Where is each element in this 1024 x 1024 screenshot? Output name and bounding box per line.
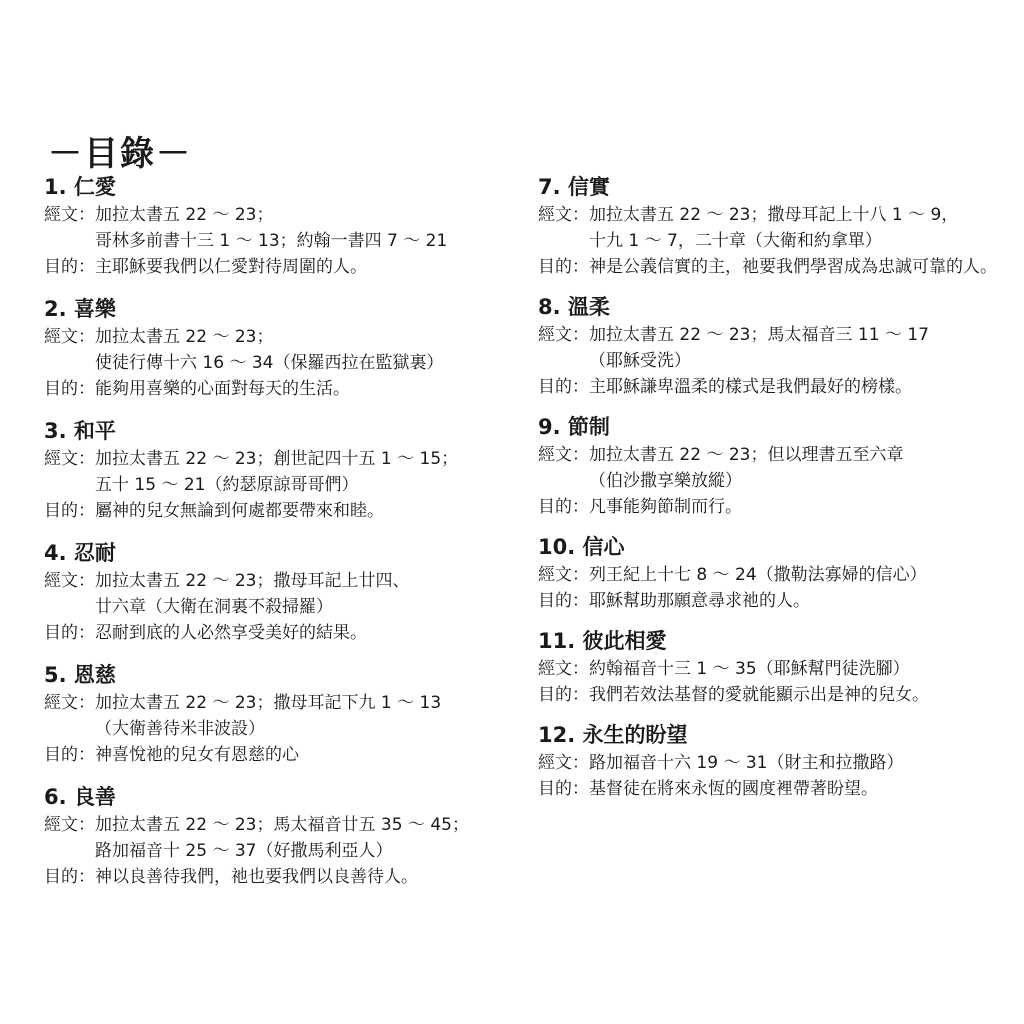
purpose-label: 目的：	[538, 591, 589, 611]
verse-line: （耶穌受洗）	[589, 351, 691, 371]
verse-line: 加拉太書五 22 ～ 23；撒母耳記下九 1 ～ 13	[95, 693, 442, 713]
verse-line: 哥林多前書十三 1 ～ 13；約翰一書四 7 ～ 21	[95, 231, 448, 251]
lesson-entry-2	[44, 294, 514, 402]
purpose-label: 目的：	[44, 257, 95, 277]
purpose-text: 我們若效法基督的愛就能顯示出是神的兒女。	[589, 685, 929, 705]
purpose-label: 目的：	[538, 257, 589, 277]
purpose-text: 主耶穌謙卑溫柔的樣式是我們最好的榜樣。	[589, 377, 912, 397]
verse-label: 經文：	[538, 659, 589, 679]
verse-list	[589, 656, 1008, 682]
purpose-row	[44, 254, 514, 280]
lesson-heading: 4. 忍耐	[44, 541, 116, 565]
lesson-heading: 1. 仁愛	[44, 175, 116, 199]
verse-list	[95, 446, 514, 498]
purpose-text: 基督徒在將來永恆的國度裡帶著盼望。	[589, 779, 878, 799]
lesson-column-left	[44, 172, 514, 890]
purpose-row	[538, 588, 1008, 614]
purpose-row	[538, 682, 1008, 708]
verse-row	[538, 656, 1008, 682]
verse-row	[44, 324, 514, 376]
verse-label: 經文：	[44, 205, 95, 225]
lesson-heading: 5. 恩慈	[44, 663, 116, 687]
verse-row	[44, 812, 514, 864]
lesson-heading: 3. 和平	[44, 419, 116, 443]
lesson-entry-12	[538, 720, 1008, 802]
verse-label: 經文：	[538, 565, 589, 585]
purpose-row	[538, 374, 1008, 400]
verse-line: （伯沙撒享樂放縱）	[589, 471, 742, 491]
lesson-column-right	[538, 172, 1008, 802]
purpose-row	[538, 494, 1008, 520]
verse-line: 路加福音十 25 ～ 37（好撒馬利亞人）	[95, 841, 393, 861]
verse-line: （大衛善待米非波設）	[95, 719, 265, 739]
verse-row	[44, 690, 514, 742]
verse-row	[538, 750, 1008, 776]
verse-line: 列王紀上十七 8 ～ 24（撒勒法寡婦的信心）	[589, 565, 927, 585]
verse-line: 加拉太書五 22 ～ 23；撒母耳記上廿四、	[95, 571, 410, 591]
lesson-heading: 7. 信實	[538, 175, 610, 199]
verse-line: 加拉太書五 22 ～ 23；撒母耳記上十八 1 ～ 9，	[589, 205, 959, 225]
purpose-row	[44, 620, 514, 646]
verse-row	[538, 442, 1008, 494]
verse-line: 路加福音十六 19 ～ 31（財主和拉撒路）	[589, 753, 904, 773]
lesson-heading: 10. 信心	[538, 535, 625, 559]
verse-list	[95, 690, 514, 742]
page-title: －目錄－	[48, 134, 192, 174]
verse-label: 經文：	[44, 815, 95, 835]
purpose-row	[44, 742, 514, 768]
verse-line: 加拉太書五 22 ～ 23；	[95, 205, 274, 225]
lesson-entry-8	[538, 292, 1008, 400]
purpose-label: 目的：	[44, 501, 95, 521]
verse-label: 經文：	[44, 327, 95, 347]
purpose-row	[44, 376, 514, 402]
verse-list	[589, 750, 1008, 776]
verse-line: 廿六章（大衛在洞裏不殺掃羅）	[95, 597, 333, 617]
verse-line: 使徒行傳十六 16 ～ 34（保羅西拉在監獄裏）	[95, 353, 444, 373]
verse-list	[95, 202, 514, 254]
purpose-text: 耶穌幫助那願意尋求祂的人。	[589, 591, 810, 611]
verse-row	[538, 322, 1008, 374]
purpose-row	[538, 776, 1008, 802]
verse-line: 加拉太書五 22 ～ 23；馬太福音廿五 35 ～ 45；	[95, 815, 469, 835]
verse-label: 經文：	[538, 445, 589, 465]
purpose-row	[44, 864, 514, 890]
verse-label: 經文：	[538, 205, 589, 225]
lesson-entry-6	[44, 782, 514, 890]
verse-list	[95, 812, 514, 864]
lesson-heading: 6. 良善	[44, 785, 116, 809]
lesson-entry-5	[44, 660, 514, 768]
verse-line: 五十 15 ～ 21（約瑟原諒哥哥們）	[95, 475, 359, 495]
purpose-label: 目的：	[44, 623, 95, 643]
verse-line: 加拉太書五 22 ～ 23；但以理書五至六章	[589, 445, 904, 465]
verse-label: 經文：	[538, 753, 589, 773]
lesson-entry-11	[538, 626, 1008, 708]
purpose-label: 目的：	[44, 867, 95, 887]
verse-row	[44, 202, 514, 254]
verse-list	[95, 324, 514, 376]
lesson-heading: 9. 節制	[538, 415, 610, 439]
verse-row	[538, 562, 1008, 588]
purpose-label: 目的：	[538, 685, 589, 705]
purpose-text: 神以良善待我們，祂也要我們以良善待人。	[95, 867, 418, 887]
verse-label: 經文：	[44, 571, 95, 591]
lesson-entry-3	[44, 416, 514, 524]
verse-list	[589, 442, 1008, 494]
verse-list	[589, 202, 1008, 254]
purpose-text: 屬神的兒女無論到何處都要帶來和睦。	[95, 501, 384, 521]
purpose-text: 凡事能夠節制而行。	[589, 497, 742, 517]
lesson-heading: 8. 溫柔	[538, 295, 610, 319]
purpose-label: 目的：	[538, 497, 589, 517]
verse-line: 十九 1 ～ 7，二十章（大衛和約拿單）	[589, 231, 882, 251]
purpose-label: 目的：	[44, 379, 95, 399]
lesson-heading: 12. 永生的盼望	[538, 723, 688, 747]
verse-line: 加拉太書五 22 ～ 23；馬太福音三 11 ～ 17	[589, 325, 929, 345]
lesson-entry-7	[538, 172, 1008, 280]
verse-line: 加拉太書五 22 ～ 23；創世記四十五 1 ～ 15；	[95, 449, 459, 469]
lesson-heading: 2. 喜樂	[44, 297, 116, 321]
verse-list	[589, 322, 1008, 374]
purpose-label: 目的：	[44, 745, 95, 765]
verse-row	[538, 202, 1008, 254]
verse-label: 經文：	[44, 449, 95, 469]
verse-label: 經文：	[538, 325, 589, 345]
lesson-entry-4	[44, 538, 514, 646]
purpose-row	[538, 254, 1008, 280]
purpose-label: 目的：	[538, 377, 589, 397]
verse-row	[44, 568, 514, 620]
purpose-text: 主耶穌要我們以仁愛對待周圍的人。	[95, 257, 367, 277]
purpose-text: 能夠用喜樂的心面對每天的生活。	[95, 379, 350, 399]
purpose-label: 目的：	[538, 779, 589, 799]
verse-line: 約翰福音十三 1 ～ 35（耶穌幫門徒洗腳）	[589, 659, 910, 679]
verse-list	[589, 562, 1008, 588]
lesson-entry-9	[538, 412, 1008, 520]
verse-label: 經文：	[44, 693, 95, 713]
lesson-entry-10	[538, 532, 1008, 614]
purpose-row	[44, 498, 514, 524]
purpose-text: 神喜悅祂的兒女有恩慈的心	[95, 745, 299, 765]
purpose-text: 忍耐到底的人必然享受美好的結果。	[95, 623, 367, 643]
verse-row	[44, 446, 514, 498]
lesson-heading: 11. 彼此相愛	[538, 629, 667, 653]
lesson-entry-1	[44, 172, 514, 280]
purpose-text: 神是公義信實的主，祂要我們學習成為忠誠可靠的人。	[589, 257, 997, 277]
verse-list	[95, 568, 514, 620]
verse-line: 加拉太書五 22 ～ 23；	[95, 327, 274, 347]
